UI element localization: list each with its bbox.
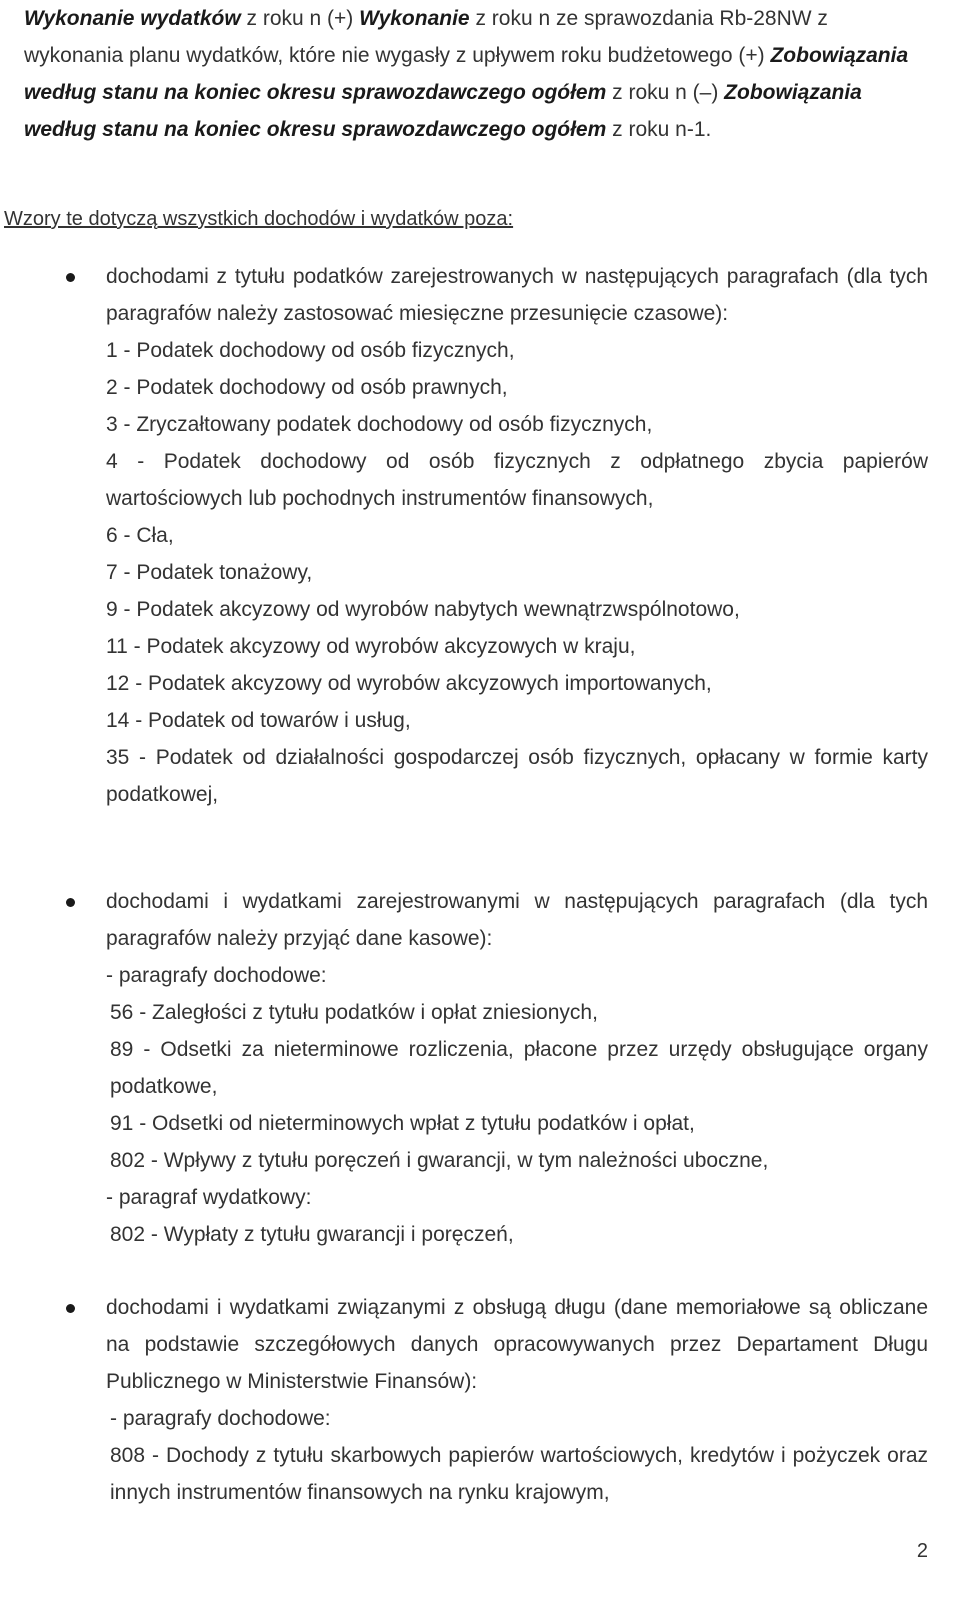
expense-label: - paragraf wydatkowy: <box>106 1186 312 1209</box>
list-item: 9 - Podatek akcyzowy od wyrobów nabytych wewnątrzwspólnotowo, <box>106 598 740 621</box>
list-item: 802 - Wpływy z tytułu poręczeń i gwarancji, w tym należności uboczne, <box>110 1149 769 1172</box>
bullet-intro: dochodami z tytułu podatków zarejestrowanych w następujących paragrafach (dla tych paragrafów należy zastosować miesięczne przesunięcie czasowe): <box>106 265 928 325</box>
list-item: 56 - Zaległości z tytułu podatków i opłat zniesionych, <box>110 1001 598 1024</box>
intro-bold-3: Zobowiązania według stanu na koniec okresu sprawozdawczego ogółem <box>24 44 909 104</box>
bullet-icon <box>66 1304 75 1313</box>
income-label: - paragrafy dochodowe: <box>106 964 327 987</box>
bullet-icon <box>66 898 75 907</box>
list-item: 11 - Podatek akcyzowy od wyrobów akcyzowych w kraju, <box>106 635 636 658</box>
income-label: - paragrafy dochodowe: <box>110 1407 331 1430</box>
list-item: 802 - Wypłaty z tytułu gwarancji i poręczeń, <box>110 1223 514 1246</box>
intro-bold-2: Wykonanie <box>359 7 470 30</box>
section-heading: Wzory te dotyczą wszystkich dochodów i wydatków poza: <box>4 208 514 230</box>
bullet-intro: dochodami i wydatkami związanymi z obsługą długu (dane memoriałowe są obliczane na podstawie szczegółowych danych opracowywanych przez Departament Długu Publicznego w Ministerstwie Finansów): <box>106 1296 928 1393</box>
list-item: 4 - Podatek dochodowy od osób fizycznych z odpłatnego zbycia papierów wartościowych lub pochodnych instrumentów finansowych, <box>106 450 928 510</box>
list-item: 89 - Odsetki za nieterminowe rozliczenia, płacone przez urzędy obsługujące organy podatkowe, <box>110 1038 928 1098</box>
list-item: 2 - Podatek dochodowy od osób prawnych, <box>106 376 508 399</box>
list-item: 1 - Podatek dochodowy od osób fizycznych, <box>106 339 515 362</box>
list-item: 3 - Zryczałtowany podatek dochodowy od osób fizycznych, <box>106 413 653 436</box>
list-item: 808 - Dochody z tytułu skarbowych papierów wartościowych, kredytów i pożyczek oraz innych instrumentów finansowych na rynku krajowym, <box>110 1444 928 1504</box>
list-item: 12 - Podatek akcyzowy od wyrobów akcyzowych importowanych, <box>106 672 712 695</box>
list-item: 7 - Podatek tonażowy, <box>106 561 313 584</box>
intro-text-4: z roku n-1. <box>606 118 712 141</box>
list-item: 14 - Podatek od towarów i usług, <box>106 709 411 732</box>
list-item: 91 - Odsetki od nieterminowych wpłat z tytułu podatków i opłat, <box>110 1112 695 1135</box>
bullet-content <box>106 1289 928 1511</box>
intro-paragraph <box>24 0 932 148</box>
intro-text-3: z roku n (–) <box>606 81 725 104</box>
bullet-intro: dochodami i wydatkami zarejestrowanymi w następujących paragrafach (dla tych paragrafów należy przyjąć dane kasowe): <box>106 890 928 950</box>
page-number: 2 <box>916 1540 928 1562</box>
intro-text-2: z roku n ze sprawozdania Rb-28NW z wykonania planu wydatków, które nie wygasły z upływem roku budżetowego (+) <box>24 7 828 67</box>
intro-bold-1: Wykonanie wydatków <box>24 7 241 30</box>
list-item: 35 - Podatek od działalności gospodarczej osób fizycznych, opłacany w formie karty podatkowej, <box>106 746 928 806</box>
intro-bold-4: Zobowiązania według stanu na koniec okresu sprawozdawczego ogółem <box>24 81 862 141</box>
intro-text-1: z roku n (+) <box>240 7 360 30</box>
bullet-icon <box>66 273 75 282</box>
bullet-content <box>106 258 928 813</box>
bullet-content <box>106 883 928 1253</box>
list-item: 6 - Cła, <box>106 524 174 547</box>
